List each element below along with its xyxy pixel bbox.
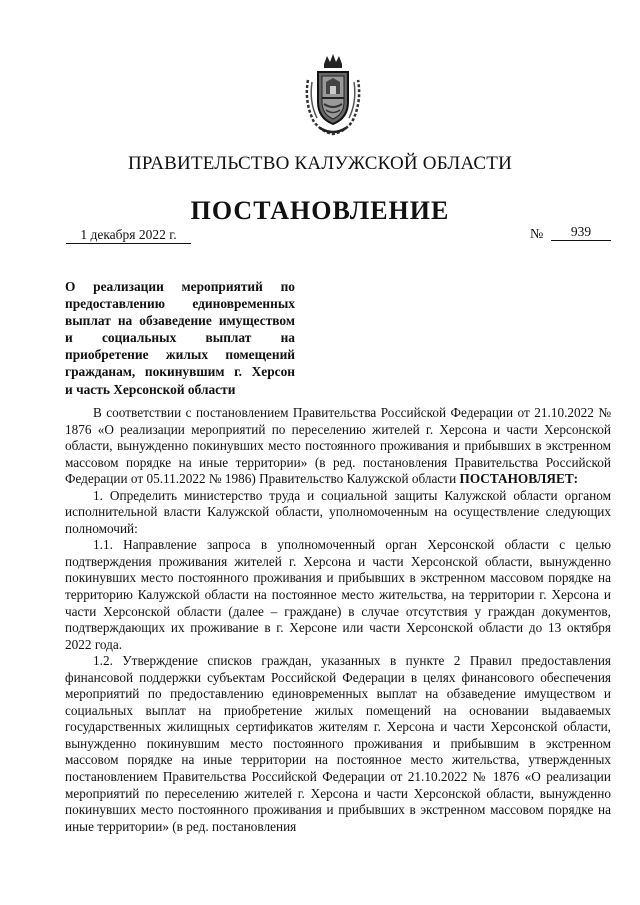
- document-body: [65, 405, 611, 835]
- decree-word: ПОСТАНОВЛЯЕТ:: [459, 471, 579, 487]
- coat-of-arms-icon: [300, 52, 366, 136]
- subject-line: и часть Херсонской области: [65, 381, 236, 397]
- number-label: №: [530, 227, 544, 242]
- subject-line: и социальных выплат на: [65, 330, 295, 346]
- preamble-text: В соответствии с постановлением Правительства Российской Федерации от 21.10.2022 № 1876 «О реализации мероприятий по переселению жителей г. Херсона и части Херсонской области, вынужденно покинувших место постоянного проживания и прибывших в экстренном массовом порядке на иные территории» (в ред. постановления Правительства Российской Федерации от 05.11.2022 № 1986) Правительство Калужской области: [65, 405, 611, 487]
- document-subject: [65, 278, 295, 398]
- government-title: ПРАВИТЕЛЬСТВО КАЛУЖСКОЙ ОБЛАСТИ: [127, 153, 513, 174]
- subject-line: гражданам, покинувшим г. Херсон: [65, 364, 295, 380]
- document-number: 939: [551, 224, 611, 241]
- subject-line: выплат на обзаведение имуществом: [65, 313, 295, 329]
- item-1-paragraph: 1. Определить министерство труда и социальной защиты Калужской области органом исполнительной власти Калужской области, уполномоченным на осуществление следующих полномочий:: [65, 487, 611, 536]
- item-1-2-paragraph: 1.2. Утверждение списков граждан, указанных в пункте 2 Правил предоставления финансовой поддержки субъектам Российской Федерации в целях финансового обеспечения мероприятий по предоставлению единовременных выплат на обзаведение имуществом и социальных выплат на приобретение жилых помещений на основании выдаваемых государственных жилищных сертификатов жителям г. Херсона и части Херсонской области, вынужденно покинувшим место постоянного проживания и прибывшим в экстренном массовом порядке на иные территории на постоянное место жительства, утвержденных постановлением Правительства Российской Федерации от 21.10.2022 № 1876 «О реализации мероприятий по переселению жителей г. Херсона и части Херсонской области, вынужденно покинувших место постоянного проживания и прибывших в экстренном массовом порядке на иные территории» (в ред. постановления: [65, 653, 611, 834]
- item-1-1-paragraph: 1.1. Направление запроса в уполномоченный орган Херсонской области с целью подтверждения проживания жителей г. Херсона и части Херсонской области, вынужденно покинувших место постоянного проживания и прибывших в экстренном массовом порядке на территорию Калужской области на постоянное место жительства, на территории г. Херсона и части Херсонской области (далее – граждане) в случае отсутствия у граждан документов, подтверждающих их проживание в г. Херсоне или части Херсонской области до 13 октября 2022 года.: [65, 537, 611, 652]
- document-type-title: ПОСТАНОВЛЕНИЕ: [190, 196, 450, 225]
- preamble-paragraph: [65, 405, 611, 488]
- document-date: 1 декабря 2022 г.: [66, 227, 191, 244]
- subject-line: О реализации мероприятий по: [65, 279, 295, 294]
- subject-line: приобретение жилых помещений: [65, 347, 295, 363]
- subject-line: предоставлению единовременных: [65, 296, 295, 312]
